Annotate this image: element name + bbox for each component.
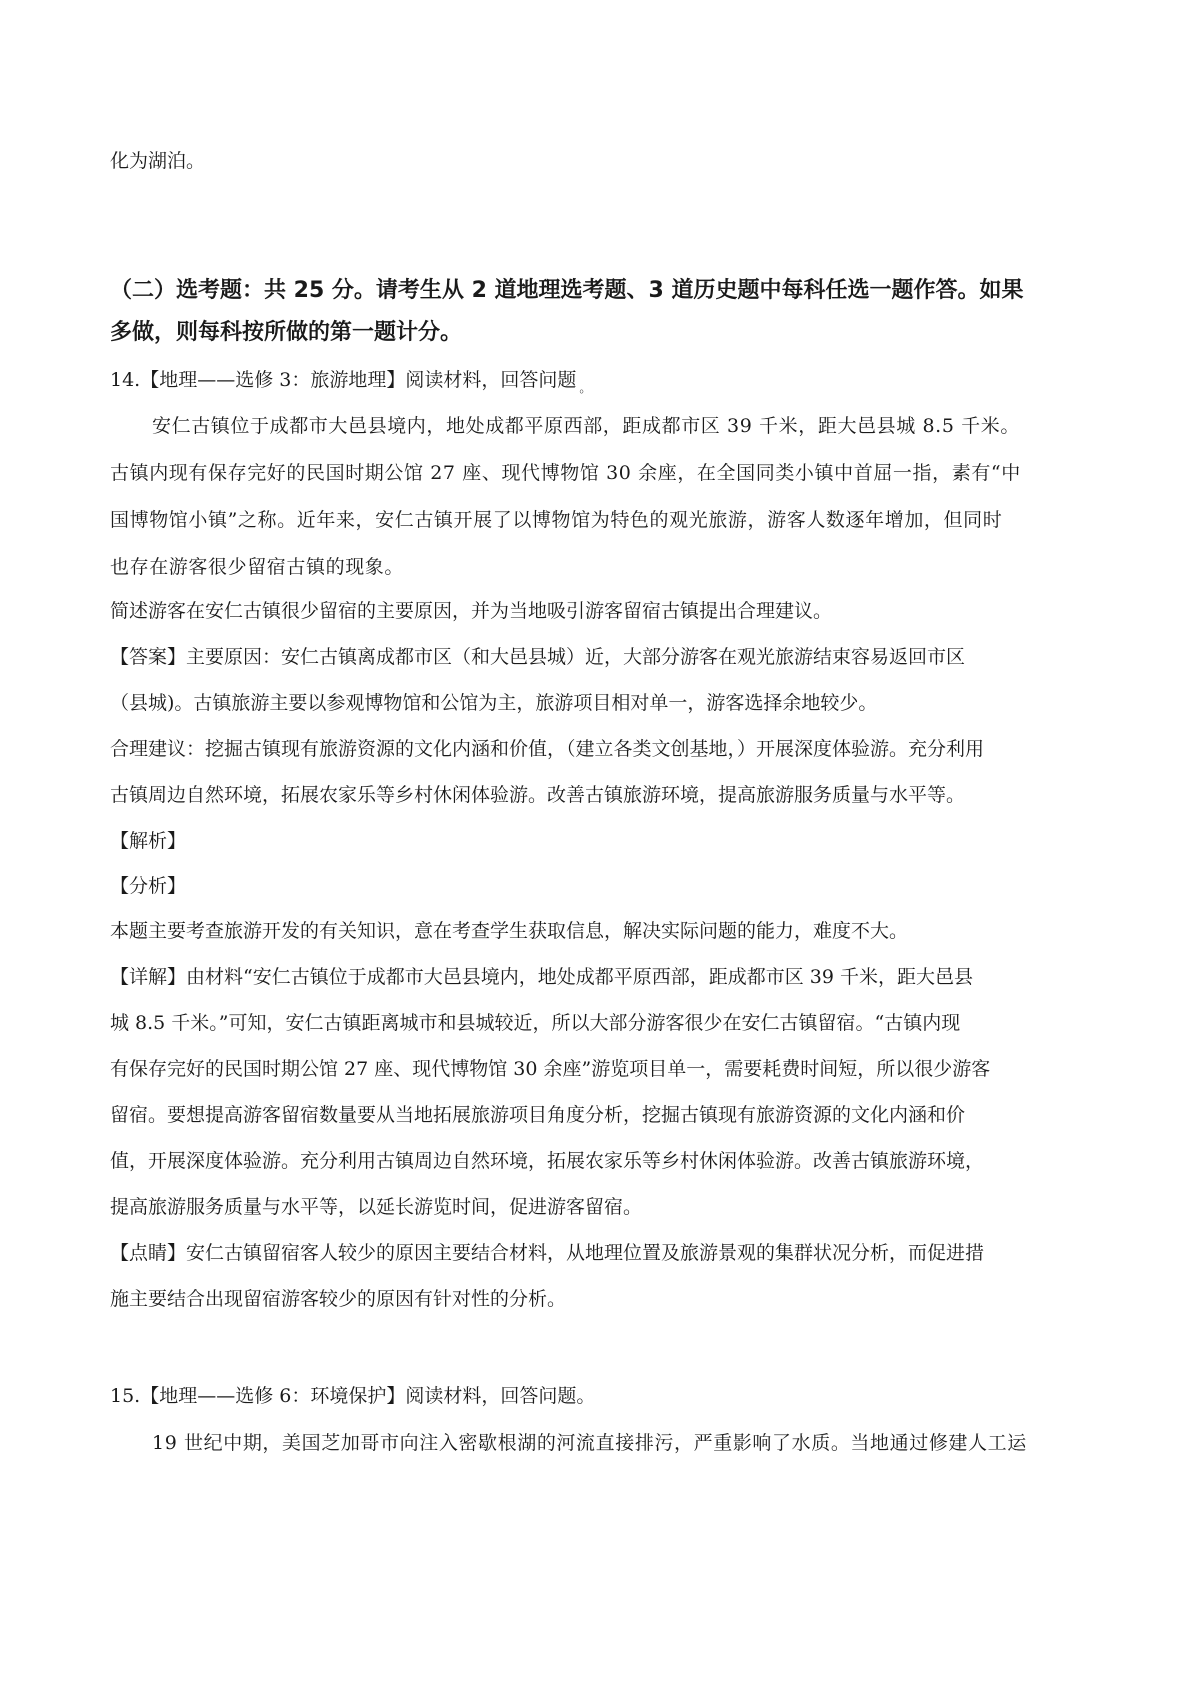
question-14-answer-line: 古镇周边自然环境，拓展农家乐等乡村休闲体验游。改善古镇旅游环境，提高旅游服务质量与水平等。 xyxy=(110,784,966,806)
question-14-material-line: 也存在游客很少留宿古镇的现象。 xyxy=(110,556,405,578)
question-14-detail-line: 【详解】由材料“安仁古镇位于成都市大邑县境内，地处成都平原西部，距成都市区 39 千米，距大邑县 xyxy=(110,966,973,988)
question-14-title xyxy=(110,367,1100,401)
question-14-prompt: 简述游客在安仁古镇很少留宿的主要原因，并为当地吸引游客留宿古镇提出合理建议。 xyxy=(110,600,833,622)
question-14-answer-line: 合理建议：挖掘古镇现有旅游资源的文化内涵和价值，（建立各类文创基地，）开展深度体验游。充分利用 xyxy=(110,738,985,760)
question-14-material-line: 国博物馆小镇”之称。近年来，安仁古镇开展了以博物馆为特色的观光旅游，游客人数逐年增加，但同时 xyxy=(110,509,1003,531)
question-14-fenxi-text: 本题主要考查旅游开发的有关知识，意在考查学生获取信息，解决实际问题的能力，难度不大。 xyxy=(110,920,909,942)
question-14-title-text: 14.【地理——选修 3：旅游地理】阅读材料，回答问题 xyxy=(110,369,577,391)
question-14-jiexi-label: 【解析】 xyxy=(110,830,187,852)
question-14-answer-line: 【答案】主要原因：安仁古镇离成都市区（和大邑县城）近，大部分游客在观光旅游结束容易返回市区 xyxy=(110,646,966,668)
question-14-detail-line: 提高旅游服务质量与水平等，以延长游览时间，促进游客留宿。 xyxy=(110,1196,643,1218)
section-heading-line-1: （二）选考题：共 25 分。请考生从 2 道地理选考题、3 道历史题中每科任选一题作答。如果 xyxy=(110,278,1024,303)
question-14-title-end: 。 xyxy=(579,381,592,395)
question-14-detail-line: 值，开展深度体验游。充分利用古镇周边自然环境，拓展农家乐等乡村休闲体验游。改善古镇旅游环境， xyxy=(110,1150,985,1172)
question-14-detail-line: 留宿。要想提高游客留宿数量要从当地拓展旅游项目角度分析，挖掘古镇现有旅游资源的文化内涵和价 xyxy=(110,1104,966,1126)
continuation-text: 化为湖泊。 xyxy=(110,150,206,172)
question-14-detail-line: 城 8.5 千米。”可知，安仁古镇距离城市和县城较近，所以大部分游客很少在安仁古镇留宿。“古镇内现 xyxy=(110,1012,961,1034)
question-15-title: 15.【地理——选修 6：环境保护】阅读材料，回答问题。 xyxy=(110,1385,596,1407)
question-14-dianjing-line: 【点睛】安仁古镇留宿客人较少的原因主要结合材料，从地理位置及旅游景观的集群状况分析，而促进措 xyxy=(110,1242,985,1264)
question-14-material-line: 古镇内现有保存完好的民国时期公馆 27 座、现代博物馆 30 余座，在全国同类小镇中首屈一指，素有“中 xyxy=(110,462,1021,484)
question-14-material-line: 安仁古镇位于成都市大邑县境内，地处成都平原西部，距成都市区 39 千米，距大邑县城 8.5 千米。 xyxy=(152,415,1020,437)
question-14-fenxi-label: 【分析】 xyxy=(110,875,187,897)
question-15-material-line: 19 世纪中期，美国芝加哥市向注入密歇根湖的河流直接排污，严重影响了水质。当地通过修建人工运 xyxy=(152,1432,1027,1454)
question-14-answer-line: （县城)。古镇旅游主要以参观博物馆和公馆为主，旅游项目相对单一，游客选择余地较少。 xyxy=(110,692,878,714)
question-14-dianjing-line: 施主要结合出现留宿游客较少的原因有针对性的分析。 xyxy=(110,1288,567,1310)
question-14-detail-line: 有保存完好的民国时期公馆 27 座、现代博物馆 30 余座”游览项目单一，需要耗费时间短，所以很少游客 xyxy=(110,1058,991,1080)
section-heading-line-2: 多做，则每科按所做的第一题计分。 xyxy=(110,320,463,345)
